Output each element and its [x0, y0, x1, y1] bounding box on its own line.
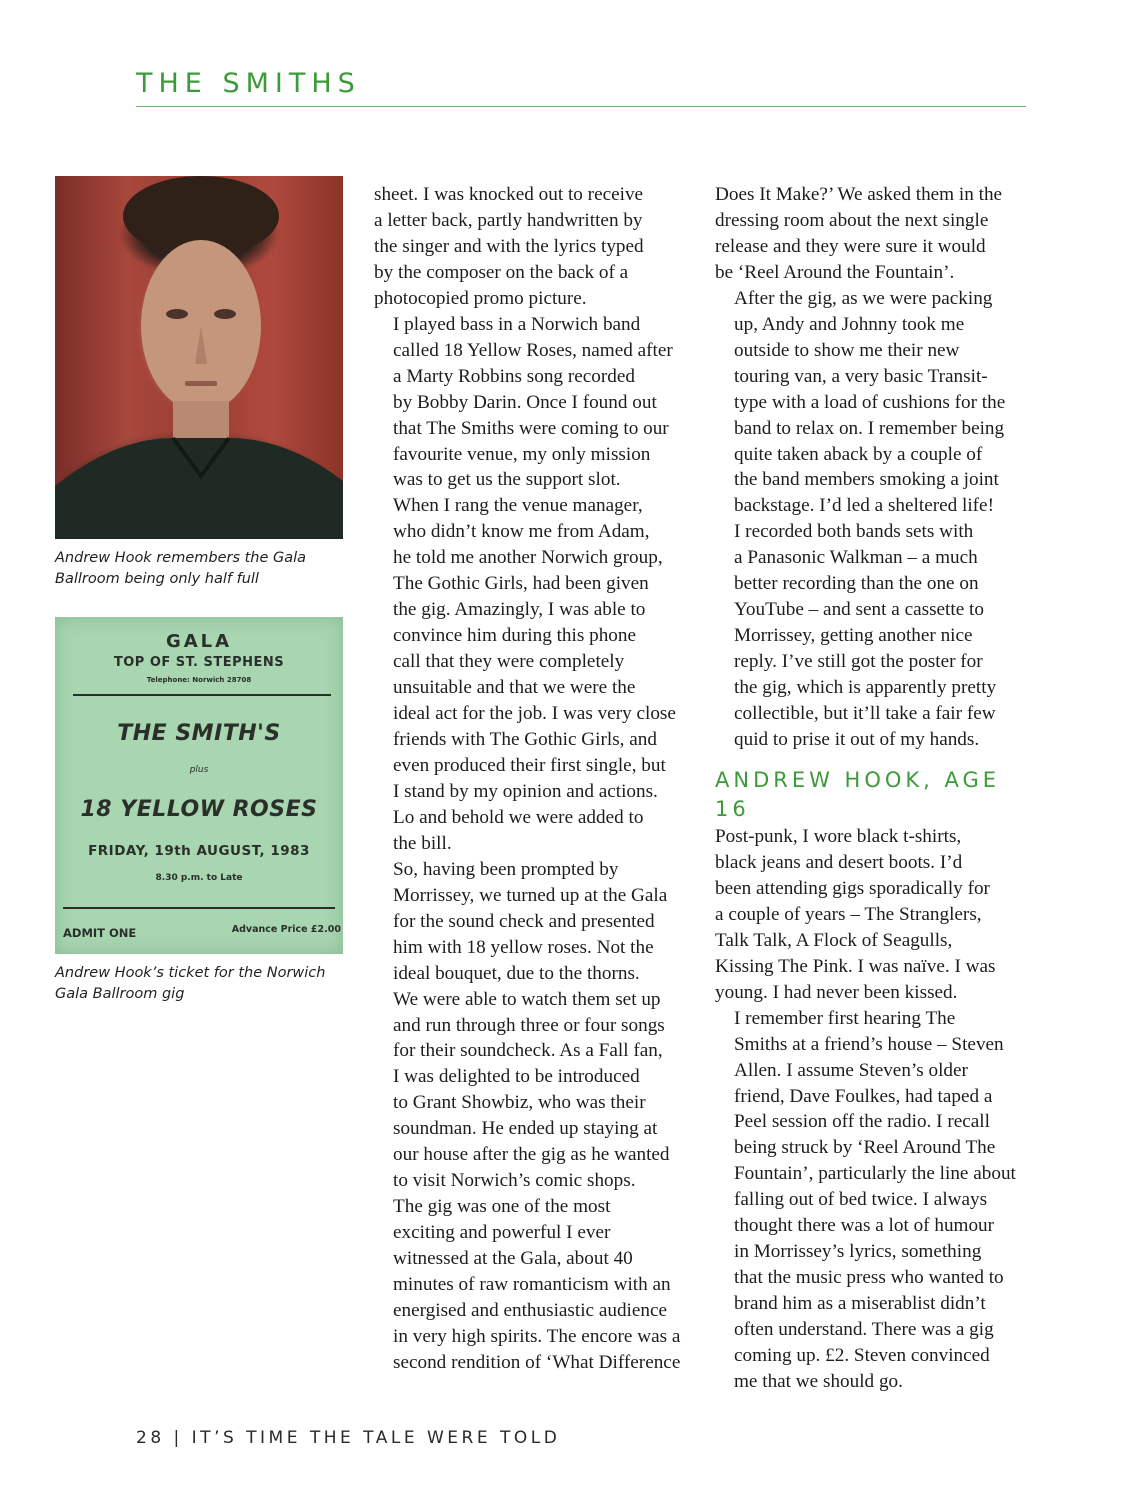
body-paragraph	[715, 824, 1031, 1006]
ticket-support-act: 18 YELLOW ROSES	[80, 797, 318, 822]
text-line: by Bobby Darin. Once I found out	[393, 391, 657, 413]
text-line: a Marty Robbins song recorded	[393, 365, 635, 387]
text-line: our house after the gig as he wanted	[393, 1144, 670, 1166]
text-line: the gig, which is apparently pretty	[734, 677, 997, 699]
text-line: being struck by ‘Reel Around The	[734, 1137, 996, 1159]
text-line: the bill.	[393, 832, 452, 854]
text-line: quite taken aback by a couple of	[734, 443, 983, 465]
right-text-column	[715, 182, 1031, 1395]
text-line: After the gig, as we were packing	[734, 287, 993, 309]
text-line: touring van, a very basic Transit-	[734, 365, 988, 387]
text-line: a couple of years – The Stranglers,	[715, 903, 982, 925]
text-line: that The Smiths were coming to our	[393, 417, 669, 439]
photo-caption	[55, 548, 345, 590]
body-paragraph	[715, 286, 1031, 520]
ticket-caption-line: Gala Ballroom gig	[55, 986, 185, 1002]
concert-ticket	[55, 617, 343, 954]
text-line: minutes of raw romanticism with an	[393, 1274, 671, 1296]
text-line: coming up. £2. Steven convinced	[734, 1345, 990, 1367]
text-line: photocopied promo picture.	[374, 287, 587, 309]
text-line: by the composer on the back of a	[374, 261, 629, 283]
text-line: falling out of bed twice. I always	[734, 1189, 988, 1211]
text-line: band to relax on. I remember being	[734, 417, 1005, 439]
text-line: been attending gigs sporadically for	[715, 877, 990, 899]
text-line: type with a load of cushions for the	[734, 391, 1006, 413]
ticket-admit: ADMIT ONE	[63, 926, 137, 940]
text-line: Morrissey, getting another nice	[734, 625, 973, 647]
text-line: quid to prise it out of my hands.	[734, 729, 980, 751]
text-line: a Panasonic Walkman – a much	[734, 547, 978, 569]
header-rule	[136, 106, 1026, 107]
text-line: The gig was one of the most	[393, 1196, 611, 1218]
text-line: unsuitable and that we were the	[393, 677, 636, 699]
text-line: exciting and powerful I ever	[393, 1222, 611, 1244]
text-line: I recorded both bands sets with	[734, 521, 974, 543]
running-head: THE SMITHS	[136, 68, 361, 99]
text-line: energised and enthusiastic audience	[393, 1299, 668, 1321]
text-line: friend, Dave Foulkes, had taped a	[734, 1085, 993, 1107]
portrait-illustration	[55, 176, 343, 539]
text-line: release and they were sure it would	[715, 235, 986, 257]
text-line: The Gothic Girls, had been given	[393, 573, 649, 595]
text-line: call that they were completely	[393, 651, 625, 673]
text-line: often understand. There was a gig	[734, 1319, 994, 1341]
text-line: to visit Norwich’s comic shops.	[393, 1170, 636, 1192]
text-line: Talk Talk, A Flock of Seagulls,	[715, 929, 953, 951]
body-paragraph	[715, 1006, 1031, 1395]
right-column-body-after	[715, 824, 1031, 1395]
text-line: him with 18 yellow roses. Not the	[393, 936, 654, 958]
text-line: the singer and with the lyrics typed	[374, 235, 644, 257]
text-line: brand him as a miserablist didn’t	[734, 1293, 986, 1315]
text-line: dressing room about the next single	[715, 209, 989, 231]
text-line: I played bass in a Norwich band	[393, 313, 641, 335]
text-line: who didn’t know me from Adam,	[393, 521, 650, 543]
text-line: backstage. I’d led a sheltered life!	[734, 495, 994, 517]
text-line: ideal bouquet, due to the thorns.	[393, 962, 640, 984]
text-line: second rendition of ‘What Difference	[393, 1351, 681, 1373]
text-line: Fountain’, particularly the line about	[734, 1163, 1016, 1185]
text-line: called 18 Yellow Roses, named after	[393, 339, 673, 361]
body-paragraph	[374, 1194, 690, 1376]
text-line: Morrissey, we turned up at the Gala	[393, 884, 668, 906]
text-line: Does It Make?’ We asked them in the	[715, 184, 1003, 205]
text-line: was to get us the support slot.	[393, 469, 621, 491]
text-line: the gig. Amazingly, I was able to	[393, 599, 646, 621]
text-line: the band members smoking a joint	[734, 469, 999, 491]
text-line: better recording than the one on	[734, 573, 979, 595]
text-line: for their soundcheck. As a Fall fan,	[393, 1040, 663, 1062]
portrait-photo	[55, 176, 343, 539]
text-line: in very high spirits. The encore was a	[393, 1325, 681, 1347]
photo-caption-line: Ballroom being only half full	[55, 571, 259, 587]
text-line: in Morrissey’s lyrics, something	[734, 1241, 982, 1263]
text-line: Allen. I assume Steven’s older	[734, 1059, 968, 1081]
text-line: I remember first hearing The	[734, 1007, 956, 1029]
text-line: reply. I’ve still got the poster for	[734, 651, 983, 673]
text-line: I was delighted to be introduced	[393, 1066, 640, 1088]
text-line: So, having been prompted by	[393, 858, 619, 880]
text-line: We were able to watch them set up	[393, 988, 661, 1010]
text-line: convince him during this phone	[393, 625, 637, 647]
section-subhead: ANDREW HOOK, AGE 16	[715, 767, 1001, 821]
text-line: for the sound check and presented	[393, 910, 655, 932]
ticket-time: 8.30 p.m. to Late	[155, 873, 243, 883]
middle-text-column	[374, 182, 690, 1376]
text-line: When I rang the venue manager,	[393, 495, 643, 517]
text-line: favourite venue, my only mission	[393, 443, 651, 465]
text-line: be ‘Reel Around the Fountain’.	[715, 261, 955, 283]
text-line: ideal act for the job. I was very close	[393, 703, 676, 725]
body-paragraph	[374, 312, 690, 857]
text-line: to Grant Showbiz, who was their	[393, 1092, 646, 1114]
ticket-date: FRIDAY, 19th AUGUST, 1983	[88, 843, 310, 859]
text-line: young. I had never been kissed.	[715, 981, 958, 1003]
ticket-telephone: Telephone: Norwich 28708	[146, 676, 252, 684]
text-line: that the music press who wanted to	[734, 1267, 1004, 1289]
text-line: up, Andy and Johnny took me	[734, 313, 965, 335]
text-line: I stand by my opinion and actions.	[393, 780, 658, 802]
body-paragraph	[374, 857, 690, 1194]
text-line: he told me another Norwich group,	[393, 547, 663, 569]
text-line: Lo and behold we were added to	[393, 806, 644, 828]
ticket-caption	[55, 963, 345, 1005]
ticket-rule	[73, 694, 331, 696]
text-line: witnessed at the Gala, about 40	[393, 1248, 633, 1270]
text-line: sheet. I was knocked out to receive	[374, 184, 644, 205]
ticket-venue-name: GALA	[165, 631, 233, 652]
text-line: black jeans and desert boots. I’d	[715, 851, 963, 873]
text-line: me that we should go.	[734, 1370, 903, 1392]
text-line: thought there was a lot of humour	[734, 1215, 995, 1237]
photo-caption-line: Andrew Hook remembers the Gala	[55, 550, 307, 566]
text-line: a letter back, partly handwritten by	[374, 209, 643, 231]
text-line: Peel session off the radio. I recall	[734, 1111, 990, 1133]
ticket-headliner: THE SMITH'S	[117, 721, 281, 746]
text-line: Smiths at a friend’s house – Steven	[734, 1033, 1004, 1055]
text-line: even produced their first single, but	[393, 754, 666, 776]
page-folio: 28 | IT’S TIME THE TALE WERE TOLD	[136, 1428, 561, 1448]
body-paragraph	[374, 182, 690, 312]
right-column-body-before	[715, 182, 1031, 753]
text-line: and run through three or four songs	[393, 1014, 665, 1036]
ticket-caption-line: Andrew Hook’s ticket for the Norwich	[55, 965, 326, 981]
ticket-price: Advance Price £2.00	[231, 924, 341, 935]
ticket-rule	[63, 907, 335, 909]
text-line: YouTube – and sent a cassette to	[734, 599, 984, 621]
ticket-plus: plus	[189, 765, 209, 775]
text-line: collectible, but it’ll take a fair few	[734, 703, 996, 725]
text-line: outside to show me their new	[734, 339, 960, 361]
body-paragraph	[715, 182, 1031, 286]
text-line: Kissing The Pink. I was naïve. I was	[715, 955, 996, 977]
body-paragraph	[715, 519, 1031, 753]
text-line: friends with The Gothic Girls, and	[393, 729, 657, 751]
text-line: Post-punk, I wore black t-shirts,	[715, 825, 962, 847]
ticket-venue-line: TOP OF ST. STEPHENS	[113, 655, 285, 670]
text-line: soundman. He ended up staying at	[393, 1118, 658, 1140]
